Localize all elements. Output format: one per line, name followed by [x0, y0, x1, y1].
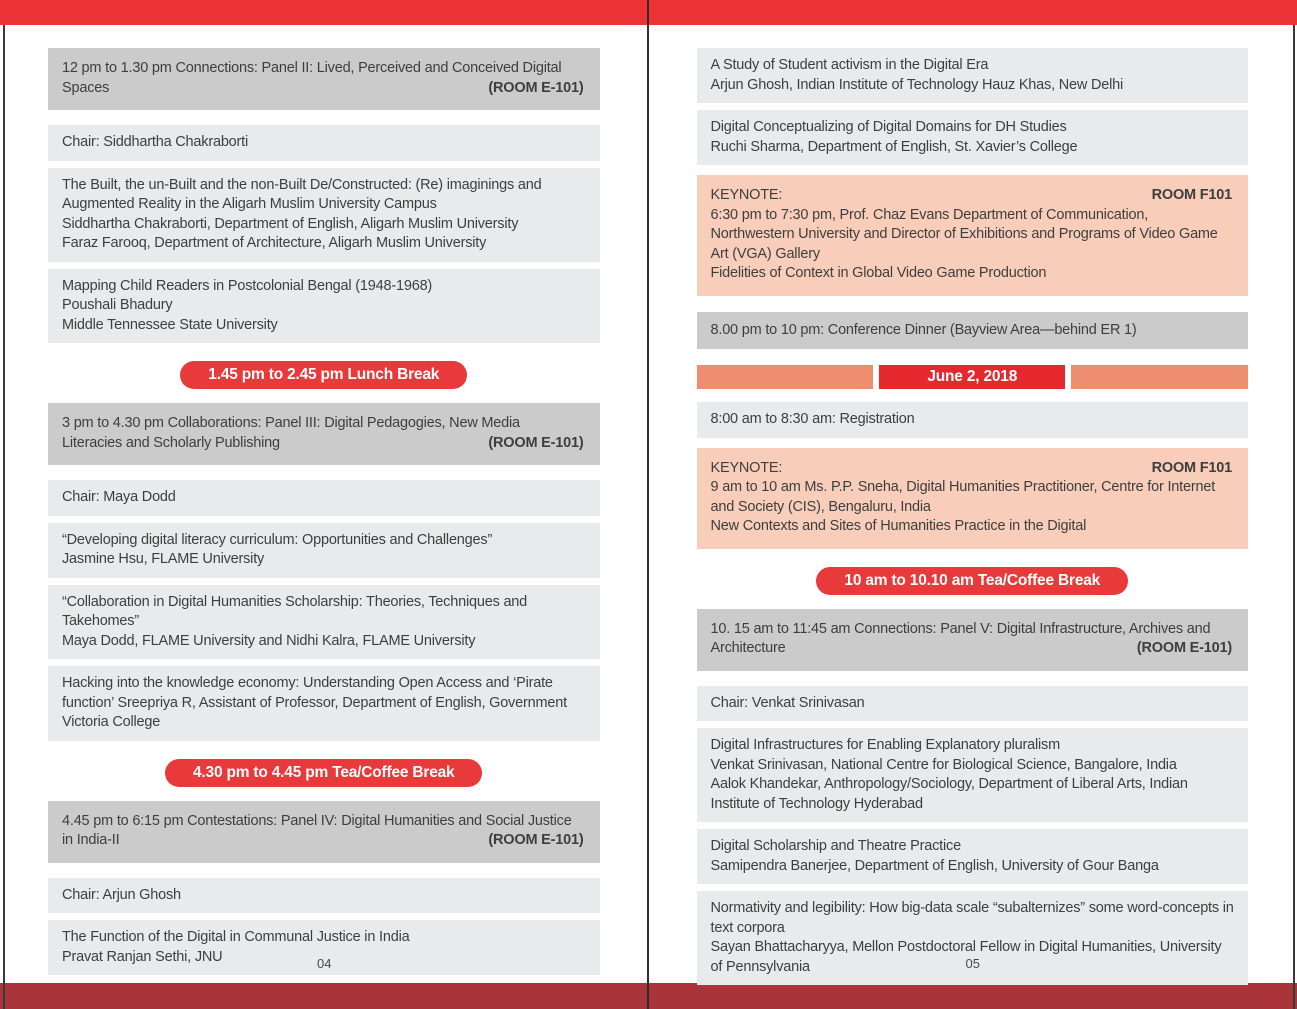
- text-line: Fidelities of Context in Global Video Game Production: [710, 265, 1047, 281]
- session-item: [697, 728, 1249, 822]
- page-edge-line-right: [1293, 25, 1295, 1009]
- text-line: Digital Scholarship and Theatre Practice: [710, 838, 961, 854]
- text-line: Sayan Bhattacharyya, Mellon Postdoctoral Fellow in Digital Humanities, University of Pennsylvania: [710, 939, 1222, 975]
- text-line: Chair: Maya Dodd: [62, 489, 176, 505]
- text-line: Siddhartha Chakraborti, Department of English, Aligarh Muslim University: [62, 215, 519, 232]
- session-item: [48, 480, 600, 516]
- session-item: [48, 269, 600, 344]
- text-line: Samipendra Banerjee, Department of English, University of Gour Banga: [710, 857, 1159, 874]
- session-item: [697, 686, 1249, 722]
- session-item: [48, 125, 600, 161]
- text-line: The Built, the un-Built and the non-Built De/Constructed: (Re) imaginings and Augmented Reality in the Aligarh Muslim University Campus: [62, 176, 542, 212]
- session-item: [697, 48, 1249, 103]
- session-header-title: 10. 15 am to 11:45 am Connections: Panel V: Digital Infrastructure, Archives and Architecture: [710, 620, 1211, 656]
- text-line: Chair: Arjun Ghosh: [62, 886, 181, 903]
- page-number-left: 04: [317, 956, 332, 971]
- page-number-right: 05: [965, 956, 980, 971]
- text-line: New Contexts and Sites of Humanities Practice in the Digital: [710, 518, 1087, 534]
- page-right-content: [697, 48, 1249, 985]
- keynote-head: [711, 186, 1233, 206]
- session-header-title: 3 pm to 4.30 pm Collaborations: Panel III: Digital Pedagogies, New Media Literacies and Scholarly Publishing: [62, 415, 520, 451]
- keynote-label: KEYNOTE:: [710, 459, 783, 476]
- text-line: Digital Conceptualizing of Digital Domains for DH Studies: [710, 119, 1067, 135]
- session-header-title: 4.45 pm to 6:15 pm Contestations: Panel IV: Digital Humanities and Social Justice in India-II: [62, 812, 572, 848]
- session-room-label: (ROOM E-101): [488, 832, 584, 848]
- text-line: Ruchi Sharma, Department of English, St. Xavier’s College: [710, 138, 1078, 155]
- session-item: [48, 585, 600, 660]
- break-row: [48, 759, 600, 787]
- page-fold-line: [647, 0, 649, 1009]
- date-banner-left-segment: [697, 365, 874, 389]
- break-row: [48, 361, 600, 389]
- session-header-title: 12 pm to 1.30 pm Connections: Panel II: Lived, Perceived and Conceived Digital Spaces: [62, 60, 562, 96]
- break-pill: 4.30 pm to 4.45 pm Tea/Coffee Break: [165, 759, 482, 787]
- text-line: Poushali Bhadury: [62, 297, 173, 313]
- text-line: Maya Dodd, FLAME University and Nidhi Kalra, FLAME University: [62, 632, 476, 649]
- date-banner-right-segment: [1071, 365, 1248, 389]
- text-line: Aalok Khandekar, Anthropology/Sociology, Department of Liberal Arts, Indian Institute of Technology Hyderabad: [710, 776, 1188, 812]
- text-line: Faraz Farooq, Department of Architecture, Aligarh Muslim University: [62, 235, 487, 251]
- text-line: 9 am to 10 am Ms. P.P. Sneha, Digital Humanities Practitioner, Centre for Internet and Society (CIS), Bengaluru, India: [710, 479, 1216, 515]
- session-item: [48, 666, 600, 741]
- text-line: Chair: Siddhartha Chakraborti: [62, 134, 249, 150]
- session-item: [48, 168, 600, 262]
- keynote-room-label: ROOM F101: [1151, 459, 1232, 476]
- keynote-block: [697, 448, 1249, 549]
- page-left-content: [48, 48, 600, 975]
- program-page-right: [649, 25, 1297, 983]
- session-item: [48, 523, 600, 578]
- text-line: Arjun Ghosh, Indian Institute of Technology Hauz Khas, New Delhi: [710, 76, 1124, 93]
- session-header: [48, 48, 600, 110]
- keynote-block: [697, 175, 1249, 296]
- text-line: Normativity and legibility: How big-data scale “subalternizes” some word-concepts in text corpora: [710, 900, 1234, 936]
- break-pill: 10 am to 10.10 am Tea/Coffee Break: [816, 567, 1128, 595]
- break-row: [697, 567, 1249, 595]
- text-line: Pravat Ranjan Sethi, JNU: [62, 948, 223, 965]
- text-line: Digital Infrastructures for Enabling Explanatory pluralism: [710, 737, 1060, 753]
- text-line: Middle Tennessee State University: [62, 316, 278, 333]
- text-line: Mapping Child Readers in Postcolonial Bengal (1948-1968): [62, 277, 433, 294]
- keynote-room-label: ROOM F101: [1151, 187, 1232, 203]
- keynote-label: KEYNOTE:: [710, 187, 783, 203]
- text-line: 6:30 pm to 7:30 pm, Prof. Chaz Evans Department of Communication, Northwestern University and Director of Exhibitions and Programs of Video Game Art (VGA) Gallery: [710, 206, 1218, 262]
- text-line: 8:00 am to 8:30 am: Registration: [710, 411, 915, 427]
- text-line: “Collaboration in Digital Humanities Scholarship: Theories, Techniques and Takehomes”: [62, 593, 528, 629]
- text-line: Venkat Srinivasan, National Centre for Biological Science, Bangalore, India: [710, 756, 1177, 773]
- text-line: “Developing digital literacy curriculum: Opportunities and Challenges”: [62, 531, 493, 548]
- text-line: Hacking into the knowledge economy: Understanding Open Access and ‘Pirate function’ Sreepriya R, Assistant of Professor, Department of English, Government Victoria College: [62, 675, 567, 730]
- session-item: [697, 110, 1249, 165]
- session-room-label: (ROOM E-101): [488, 79, 584, 96]
- session-header: [697, 609, 1249, 671]
- session-item: [48, 878, 600, 914]
- session-room-label: (ROOM E-101): [488, 434, 584, 451]
- text-line: The Function of the Digital in Communal Justice in India: [62, 929, 410, 945]
- dinner-row: [697, 312, 1249, 350]
- text-line: Jasmine Hsu, FLAME University: [62, 551, 265, 567]
- session-header: [48, 801, 600, 863]
- session-header: [48, 403, 600, 465]
- text-line: A Study of Student activism in the Digital Era: [710, 57, 989, 73]
- break-pill: 1.45 pm to 2.45 pm Lunch Break: [180, 361, 467, 389]
- date-banner: [697, 365, 1249, 389]
- session-room-label: (ROOM E-101): [1136, 640, 1232, 656]
- text-line: 8.00 pm to 10 pm: Conference Dinner (Bayview Area—behind ER 1): [710, 321, 1137, 338]
- keynote-head: [711, 459, 1233, 479]
- program-page-left: [0, 25, 649, 983]
- text-line: Chair: Venkat Srinivasan: [710, 694, 865, 711]
- date-banner-label: June 2, 2018: [879, 365, 1065, 389]
- session-item: [697, 829, 1249, 884]
- session-item: [697, 402, 1249, 438]
- page-edge-line-left: [3, 25, 5, 1009]
